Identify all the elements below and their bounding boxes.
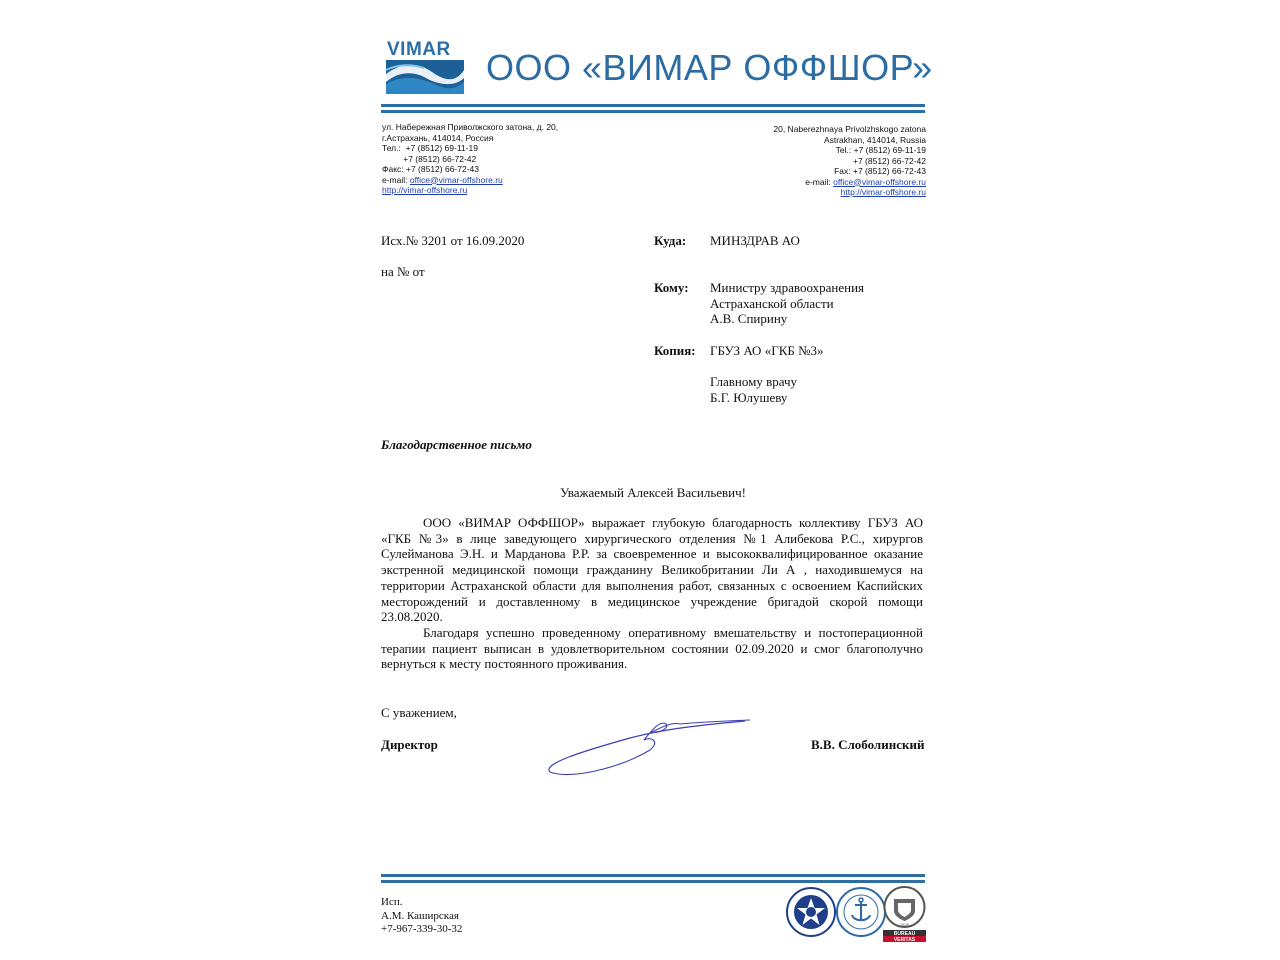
address-russian (382, 122, 558, 196)
certification-badge-icon (786, 887, 836, 937)
badge-veritas-text: VERITAS (893, 937, 916, 943)
header-rule-bottom (381, 110, 925, 113)
badge-bureau-text: BUREAU (893, 931, 916, 937)
letter-paragraph: Благодаря успешно проведенному оперативному вмешательству и постоперационной терапии пациент выписан в удовлетворительном состоянии 02.09.2020 и смог благополучно вернуться к месту постоянного проживания. (381, 624, 923, 672)
letter-body (381, 515, 923, 672)
address-ru-line: г.Астрахань, 414014, Россия (382, 132, 494, 143)
copy-label: Копия: (654, 343, 696, 358)
address-english (773, 124, 926, 198)
copy-value: ГБУЗ АО «ГКБ №3» (710, 343, 824, 358)
executor-phone: +7-967-339-30-32 (381, 923, 463, 935)
whom-line: А.В. Спирину (710, 311, 788, 326)
address-ru-email-label: e-mail: (382, 174, 410, 185)
logo-text: VIMAR (387, 39, 451, 60)
letter-closing: С уважением, (381, 705, 457, 720)
executor-name: А.М. Каширская (381, 909, 459, 922)
whom-line: Министру здравоохранения (710, 280, 865, 295)
copy-line: Б.Г. Юлушеву (710, 390, 788, 405)
whom-label: Кому: (654, 280, 689, 295)
address-en-site-link[interactable]: http://vimar-offshore.ru (840, 187, 926, 197)
executor-info (381, 896, 462, 937)
signer-position: Директор (381, 737, 438, 752)
address-en-phone: Tel.: +7 (8512) 69-11-19 (835, 145, 926, 155)
address-en-line: Astrakhan, 414014, Russia (823, 134, 926, 145)
address-ru-phone: Тел.: +7 (8512) 69-11-19 (382, 143, 478, 153)
copy-line: Главному врачу (710, 374, 798, 389)
address-en-line: 20, Naberezhnaya Privolzhskogo zatona (773, 124, 926, 134)
letter-subject: Благодарственное письмо (381, 437, 532, 452)
address-ru-site-link[interactable]: http://vimar-offshore.ru (382, 185, 468, 195)
address-en-fax: Fax: +7 (8512) 66-72-43 (834, 166, 926, 176)
address-en-email-label: e-mail: (805, 176, 834, 187)
bureau-veritas-badge-icon (882, 885, 927, 943)
to-label: Куда: (654, 233, 687, 248)
handwritten-signature (540, 712, 755, 782)
to-value: МИНЗДРАВ АО (710, 233, 800, 248)
address-ru-fax: Факс: +7 (8512) 66-72-43 (382, 164, 479, 174)
footer-rule-bottom (381, 880, 925, 883)
outgoing-reference: Исх.№ 3201 от 16.09.2020 (381, 233, 525, 248)
whom-line: Астраханской области (710, 296, 834, 311)
header-rule-top (381, 104, 925, 107)
address-ru-phone: +7 (8512) 66-72-42 (382, 153, 477, 164)
badge-year: 1828 (900, 922, 909, 927)
address-en-phone: +7 (8512) 66-72-42 (852, 155, 926, 166)
footer-rule-top (381, 874, 925, 877)
letter-paragraph: ООО «ВИМАР ОФФШОР» выражает глубокую благодарность коллективу ГБУЗ АО «ГКБ №3» в лице заведующего хирургического отделения №1 Алибекова Р.С., хирургов Сулейманова Э.Н. и Марданова Р.Р. за своевременное и высококвалифицированное оказание экстренной медицинской помощи гражданину Великобритании Ли А , находившемуся на территории Астраханской области для выполнения работ, связанных с освоением Каспийских месторождений и доставленному в медицинское учреждение бригадой скорой помощи 23.08.2020. (381, 515, 923, 625)
address-en-email-link[interactable]: office@vimar-offshore.ru (833, 176, 926, 187)
letter-greeting: Уважаемый Алексей Васильевич! (559, 485, 747, 500)
address-ru-email-link[interactable]: office@vimar-offshore.ru (409, 174, 503, 185)
address-ru-line: ул. Набережная Приволжского затона, д. 20, (382, 122, 559, 132)
signer-name: В.В. Слоболинский (811, 737, 925, 752)
company-title: ООО «ВИМАР ОФФШОР» (486, 47, 933, 88)
executor-label: Исп. (381, 896, 403, 908)
incoming-reference: на № от (381, 264, 425, 279)
river-register-badge-icon (836, 887, 886, 937)
